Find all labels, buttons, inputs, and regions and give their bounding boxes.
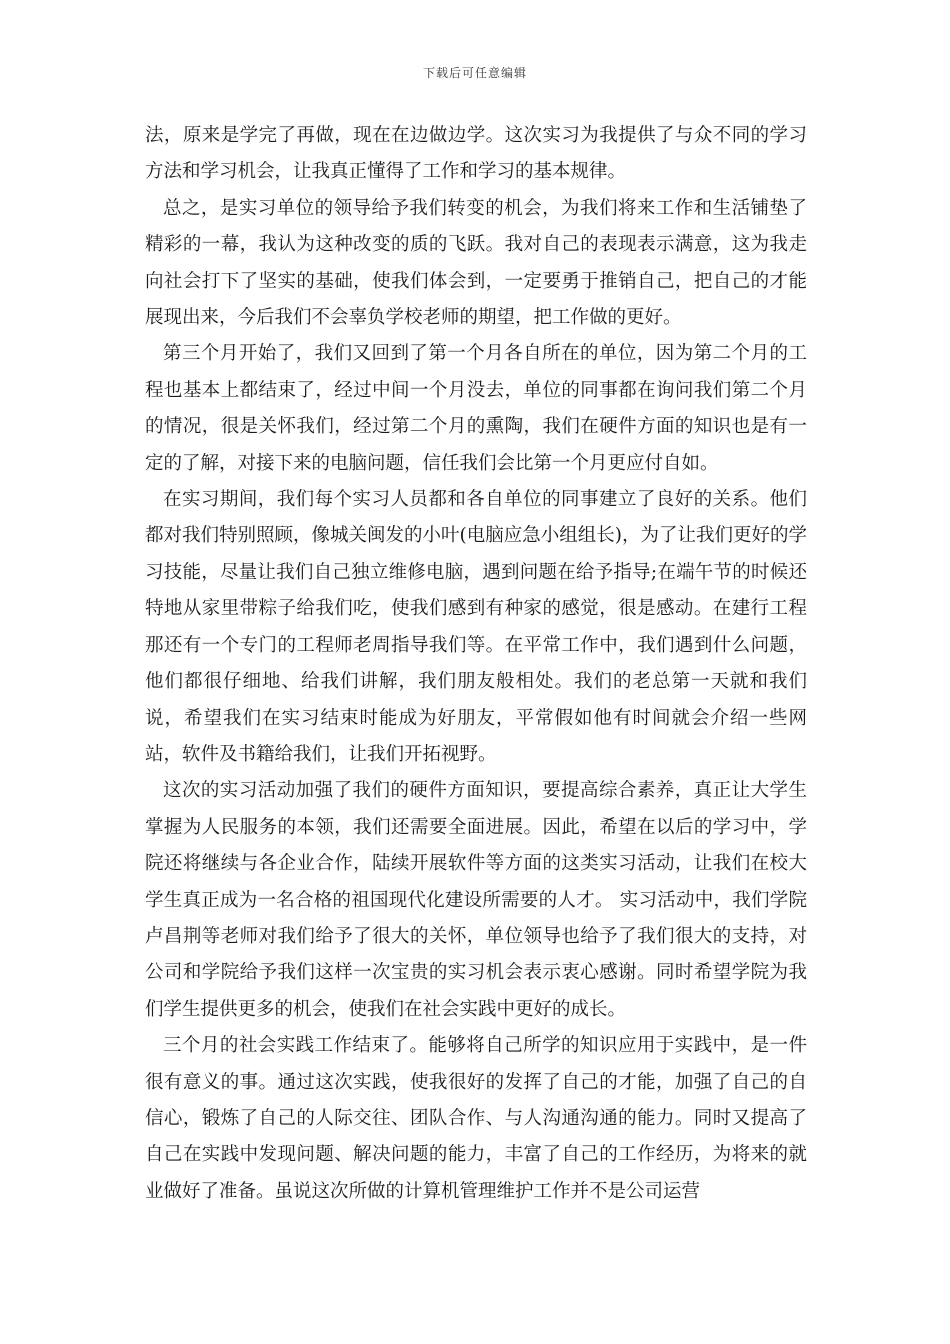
paragraph-6: 三个月的社会实践工作结束了。能够将自己所学的知识应用于实践中，是一件很有意义的事。通过这次实践，使我很好的发挥了自己的才能，加强了自己的自信心，锻炼了自己的人际交往、团队合作、与人沟通沟通的能力。同时又提高了自己在实践中发现问题、解决问题的能力，丰富了自己的工作经历，为将来的就业做好了准备。虽说这次所做的计算机管理维护工作并不是公司运营 xyxy=(145,1035,807,1202)
document-body xyxy=(145,118,807,1210)
paragraph-2: 总之，是实习单位的领导给予我们转变的机会，为我们将来工作和生活铺垫了精彩的一幕，我认为这种改变的质的飞跃。我对自己的表现表示满意，这为我走向社会打下了坚实的基础，使我们体会到，一定要勇于推销自己，把自己的才能展现出来，今后我们不会辜负学校老师的期望，把工作做的更好。 xyxy=(145,197,807,329)
paragraph-1: 法，原来是学完了再做，现在在边做边学。这次实习为我提供了与众不同的学习方法和学习机会，让我真正懂得了工作和学习的基本规律。 xyxy=(145,125,807,183)
paragraph-4: 在实习期间，我们每个实习人员都和各自单位的同事建立了良好的关系。他们都对我们特别照顾，像城关闽发的小叶(电脑应急小组组长)，为了让我们更好的学习技能，尽量让我们自己独立维修电脑，遇到问题在给予指导;在端午节的时候还特地从家里带粽子给我们吃，使我们感到有种家的感觉，很是感动。在建行工程那还有一个专门的工程师老周指导我们等。在平常工作中，我们遇到什么问题，他们都很仔细地、给我们讲解，我们朋友般相处。我们的老总第一天就和我们说，希望我们在实习结束时能成为好朋友，平常假如他有时间就会介绍一些网站，软件及书籍给我们，让我们开拓视野。 xyxy=(145,489,807,765)
page-header: 下载后可任意编辑 xyxy=(422,66,527,80)
paragraph-5: 这次的实习活动加强了我们的硬件方面知识，要提高综合素养，真正让大学生掌握为人民服务的本领，我们还需要全面进展。因此，希望在以后的学习中，学院还将继续与各企业合作，陆续开展软件等方面的这类实习活动，让我们在校大学生真正成为一名合格的祖国现代化建设所需要的人才。 实习活动中，我们学院卢昌荆等老师对我们给予了很大的关怀，单位领导也给予了我们很大的支持，对公司和学院给予我们这样一次宝贵的实习机会表示衷心感谢。同时希望学院为我们学生提供更多的机会，使我们在社会实践中更好的成长。 xyxy=(145,780,807,1020)
paragraph-3: 第三个月开始了，我们又回到了第一个月各自所在的单位，因为第二个月的工程也基本上都结束了，经过中间一个月没去，单位的同事都在询问我们第二个月的情况，很是关怀我们，经过第二个月的熏陶，我们在硬件方面的知识也是有一定的了解，对接下来的电脑问题，信任我们会比第一个月更应付自如。 xyxy=(145,343,807,474)
